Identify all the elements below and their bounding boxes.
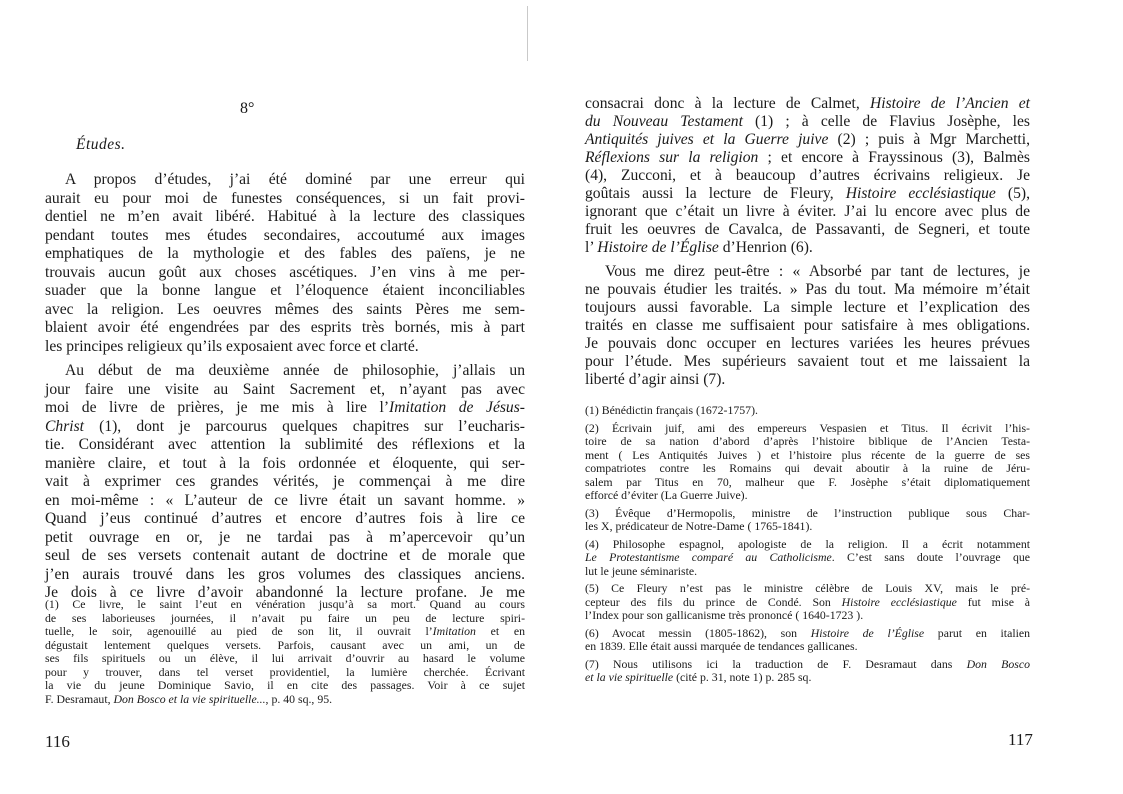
footnote [585,582,1030,623]
text-line [45,436,525,455]
text-line [585,582,1030,596]
text-run: en moi-même : « L’auteur de ce livre était un savant homme. » [45,491,525,509]
text-run: les X, prédicateur de Notre-Dame ( 1765-1841). [585,519,813,533]
text-line [585,658,1030,672]
text-run: lut le jeune séminariste. [585,563,698,578]
text-line [585,281,1030,299]
text-line [45,492,525,511]
text-line [585,317,1030,335]
text-line [45,473,525,492]
text-run: F. Desramaut, [45,691,114,706]
italic-title: Le Protestantisme comparé au Catholicisme [585,550,832,564]
text-line [45,612,525,626]
text-line [45,666,525,680]
chapter-number: 8° [240,100,255,117]
footnote [45,598,525,706]
text-run: l’Index pour son gallicanisme très prononcé ( 1640-1723 ). [585,608,864,622]
text-line [45,319,525,338]
text-run: ignorant que c’était un livre à éviter. J’ai lu encore avec plus de [585,203,1030,220]
text-run: parut en italien [924,625,1031,640]
text-run: de ses laborieuses journées, il n’avait pu faire un peu de lecture spiri- [45,610,525,625]
text-line [585,476,1030,490]
text-line [585,221,1030,239]
right-footnotes [585,404,1030,685]
italic-title: Histoire de l’Ancien et [870,95,1030,112]
text-line [45,362,525,381]
text-run: . C’est sans doute l’ouvrage que [831,550,1030,564]
text-line [45,190,525,209]
text-run: jour faire une visite au Saint Sacrement et, n’ayant pas avec [45,380,525,398]
text-run: cepteur des fils du prince de Condé. Son [585,594,842,609]
text-line [585,263,1030,281]
text-line [585,449,1030,463]
right-body-text [585,95,1030,389]
text-line [45,547,525,566]
italic-title: du Nouveau Testament [585,113,743,130]
text-run: (7) Nous utilisons ici la traduction de F. Desramaut dans [585,656,967,671]
text-run: fruit les oeuvres de Cavalca, de Passavanti, de Segneri, et toute [585,221,1030,238]
footnote [585,538,1030,579]
text-run: (1) Ce livre, le saint l’eut en vénération jusqu’à sa mort. Quand au cours [45,597,525,611]
italic-title: Réflexions sur la religion [585,149,759,166]
text-run: (5), [995,185,1030,202]
text-line [585,489,1030,503]
text-line [585,185,1030,203]
paragraph [45,171,525,356]
text-run: liberté d’agir ainsi (7). [585,371,726,388]
text-run: (5) Ce Fleury n’est pas le ministre célèbre de Louis XV, mais le pré- [585,581,1030,595]
text-line [45,338,525,357]
text-line [45,529,525,548]
text-line [45,639,525,653]
text-run: fut mise à [956,594,1030,609]
text-line [585,422,1030,436]
text-line [585,353,1030,371]
text-line [45,455,525,474]
text-run: Au début de ma deuxième année de philosophie, j’allais un [65,362,525,379]
text-run: Quand j’eus continué d’autres et encore d’autres fois à lire ce [45,510,525,527]
text-run: pour y trouver, dans tel verset providentiel, la lumière cherchée. Écrivant [45,664,525,679]
text-run: , p. 40 sq., 95. [265,691,333,706]
text-line [45,693,525,707]
left-body-text [45,171,525,603]
text-line [45,652,525,666]
text-line [45,598,525,612]
text-run: tie. Considérant avec attention la sublimité des réflexions et la [45,436,525,453]
footnote [585,422,1030,503]
text-run: salem par Titus en 70, malheur que F. Josèphe s’était diplomatiquement [585,474,1030,489]
text-run: et en [475,624,525,638]
text-run: dégustait lentement quelques versets. Parfois, causant avec un ami, un de [45,637,525,652]
text-line [585,671,1030,685]
text-line [45,227,525,246]
text-run: pendant toutes mes études secondaires, accoutumé aux images [45,226,525,244]
text-line [45,510,525,529]
text-run: seul de ses versets contenait autant de doctrine et de morale que [45,547,525,564]
text-run: suader que la bonne langue et l’éloquence étaient inconciliables [45,282,525,299]
italic-title: Histoire de l’Église [810,625,925,640]
text-run: toire de sa nation d’abord d’après l’histoire biblique de l’Ancien Testa- [585,434,1030,448]
italic-title: Histoire ecclésiastique [841,594,957,609]
text-line [585,538,1030,552]
italic-title: et la vie spirituelle [585,670,674,684]
text-run: goûtais aussi la lecture de Fleury, [585,185,846,202]
text-run: toujours aussi favorable. La simple lecture et l’explication des [585,299,1030,316]
page-number-left: 116 [45,732,70,751]
text-run: avec la religion. Les oeuvres mêmes des saints Pères me sem- [45,300,525,318]
text-line [45,399,525,418]
text-line [45,566,525,585]
text-run: (6) Avocat messin (1805-1862), son [585,625,811,640]
italic-title: Antiquités juives et la Guerre juive [585,131,829,148]
section-title: Études. [76,136,126,153]
text-run: la vie du jeune Dominique Savio, il en cite des passages. Voir à ce sujet [45,678,525,692]
text-run: petit ouvrage en or, je ne tardai pas à m’apercevoir qu’un [45,528,525,546]
text-line [585,596,1030,610]
text-run: (4), Zucconi, et à beaucoup d’autres écrivains religieux. Je [585,167,1030,184]
text-run: (1) ; à celle de Flavius Josèphe, les [742,113,1030,130]
text-line [585,507,1030,521]
footnote [585,658,1030,685]
text-run: pour l’étude. Mes supérieurs savaient tout et me laissaient la [585,353,1030,370]
text-run: emphatiques de la mythologie et des fables des païens, je ne [45,245,525,262]
text-line [585,565,1030,579]
italic-title: Imitation de Jésus- [389,399,525,416]
text-run: l’ [585,239,598,256]
text-run: aurait eu pour moi de funestes conséquences, si un fait provi- [45,189,525,207]
text-run: (2) Écrivain juif, ami des empereurs Vespasien et Titus. Il écrivit l’his- [585,420,1030,435]
text-line [585,335,1030,353]
text-line [585,299,1030,317]
text-line [585,435,1030,449]
paragraph [585,95,1030,257]
page-number-right: 117 [1008,730,1033,749]
text-run: j’en aurais trouvé dans les gros volumes des classiques anciens. [45,565,525,583]
text-line [585,462,1030,476]
text-run: Je dois à ce livre d’avoir abandonné la lecture profane. Je me [45,584,525,601]
text-run: blaient avoir été engendrées par des esprits très bornés, mis à part [45,319,525,336]
paragraph [45,362,525,603]
footnote [585,404,1030,418]
text-line [585,167,1030,185]
text-line [585,520,1030,534]
text-run: ; et encore à Frayssinous (3), Balmès [758,149,1030,166]
text-run: (2) ; puis à Mgr Marchetti, [828,131,1030,148]
text-line [585,149,1030,167]
text-line [45,264,525,283]
text-run: manière claire, et tout à la fois ordonnée et éloquente, qui ser- [45,454,525,472]
text-run: en 1839. Elle était aussi marquée de tendances gallicanes. [585,639,858,653]
text-line [585,404,1030,418]
text-line [45,625,525,639]
left-footnotes [45,598,525,706]
text-line [585,640,1030,654]
text-run: ment ( Les Antiquités Juives ) et l’histoire plus récente de la guerre de ses [585,447,1030,462]
page-fold-line [527,6,528,61]
italic-title: Christ [45,417,84,435]
text-line [585,95,1030,113]
text-line [585,113,1030,131]
text-line [45,301,525,320]
text-run: (1) Bénédictin français (1672-1757). [585,403,758,417]
text-run: A propos d’études, j’ai été dominé par une erreur qui [65,171,525,188]
text-line [585,371,1030,389]
text-line [585,609,1030,623]
italic-title: Don Bosco et la vie spirituelle... [113,691,266,706]
text-run: Vous me direz peut-être : « Absorbé par tant de lectures, je [605,263,1030,280]
text-run: traités en classe me suffisaient pour satisfaire à mes obligations. [585,317,1030,334]
text-line [585,551,1030,565]
footnote [585,627,1030,654]
text-run: ses fils spirituels ou un élève, il lui arrivait d’ouvrir au hasard le volume [45,651,525,665]
text-line [585,627,1030,641]
text-run: tuelle, le soir, agenouillé au pied de son lit, il ouvrait l’ [45,624,433,638]
text-line [45,418,525,437]
text-line [45,208,525,227]
text-line [585,203,1030,221]
text-run: les principes religieux qu’ils exposaient avec force et clarté. [45,337,419,355]
text-run: trouvais aucun goût aux choses ascétiques. J’en vins à me per- [45,263,525,281]
paragraph [585,263,1030,389]
text-line [585,239,1030,257]
text-line [45,245,525,264]
text-run: (3) Évêque d’Hermopolis, ministre de l’instruction publique sous Char- [585,505,1030,520]
italic-title: Histoire ecclésiastique [845,185,996,202]
text-run: dentiel ne m’en avait libéré. Habitué à la lecture des classiques [45,208,525,225]
italic-title: Don Bosco [966,656,1030,671]
text-run: Je pouvais donc occuper en lectures variées les heures prévues [585,335,1030,352]
text-line [585,131,1030,149]
text-run: vait à exprimer ces grandes vérités, je commençai à me dire [45,473,525,490]
text-run: moi de livre de prières, je me mis à lire l’ [45,399,390,416]
text-line [45,282,525,301]
text-line [45,679,525,693]
text-run: (4) Philosophe espagnol, apologiste de la religion. Il a écrit notamment [585,536,1030,551]
text-run: consacrai donc à la lecture de Calmet, [585,95,870,112]
text-line [45,381,525,400]
italic-title: Histoire de l’Église [597,239,719,256]
text-line [45,171,525,190]
text-run: compatriotes contre les Romains qui devait aboutir à la ruine de Jéru- [585,461,1030,475]
text-run: efforcé d’éviter (La Guerre Juive). [585,488,748,502]
text-run: (1), dont je parcourus quelques chapitres sur l’eucharis- [84,417,525,435]
text-run: (cité p. 31, note 1) p. 285 sq. [673,670,812,684]
text-run: ne pouvais étudier les traités. » Pas du tout. Ma mémoire m’était [585,281,1030,298]
italic-title: Imitation [432,624,476,638]
footnote [585,507,1030,534]
text-run: d’Henrion (6). [718,239,813,256]
